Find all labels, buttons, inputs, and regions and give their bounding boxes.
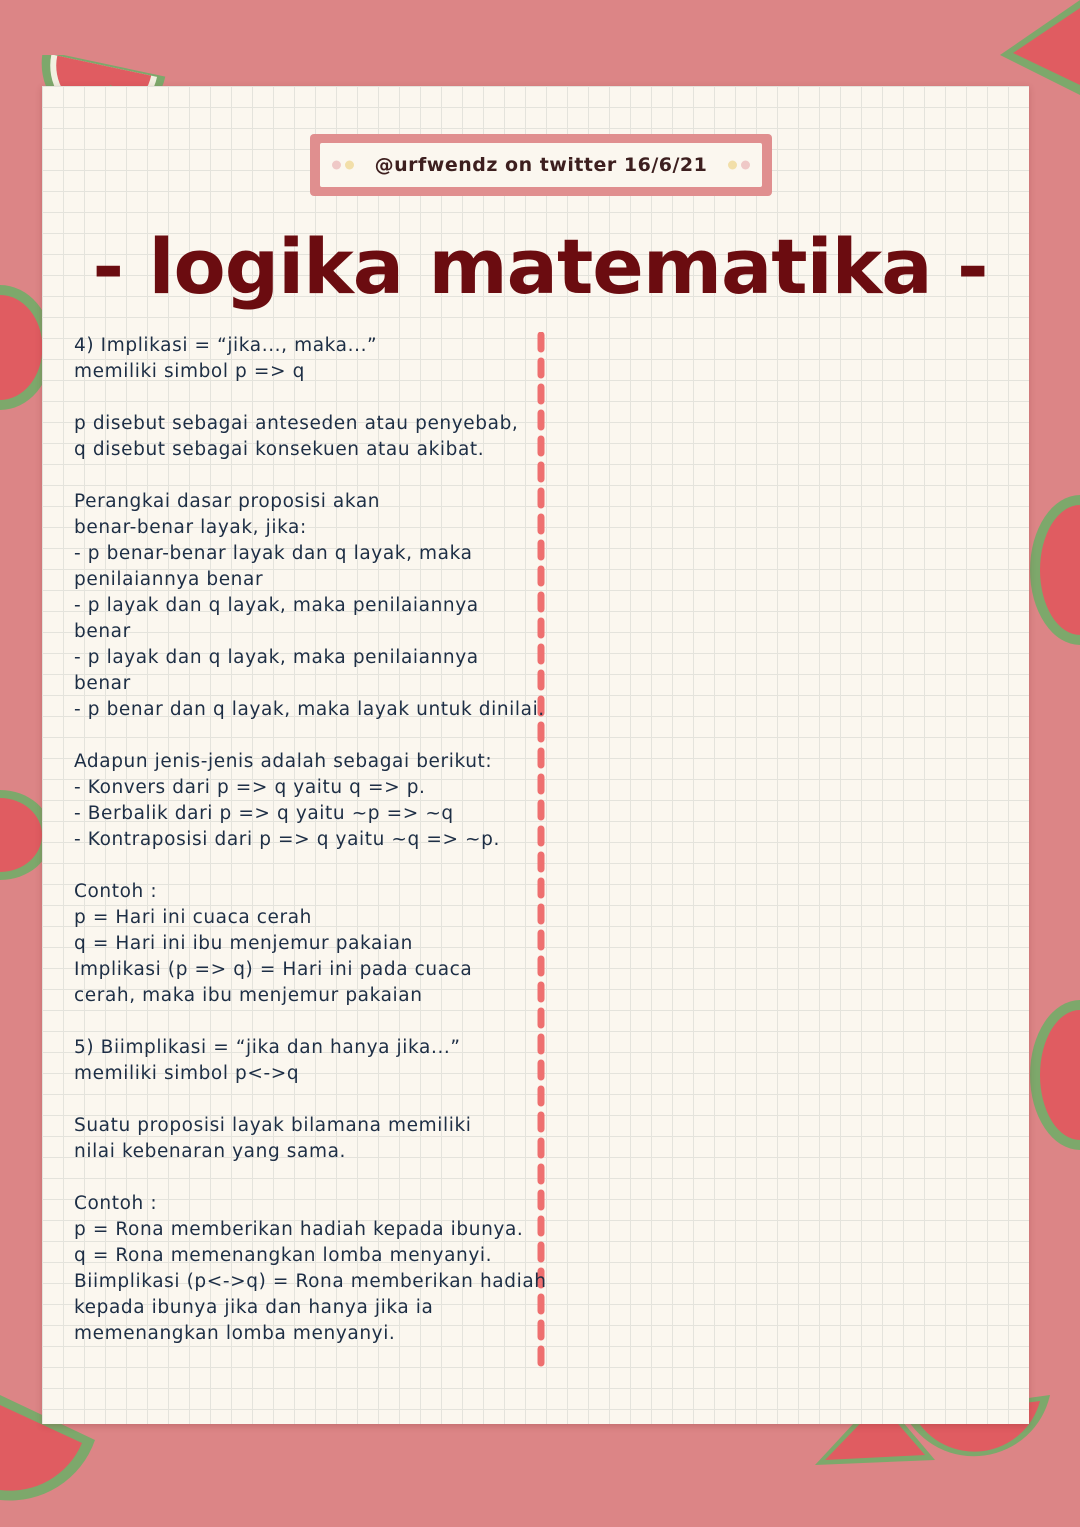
- watermelon-slice-icon: [1030, 1000, 1080, 1150]
- type-item: - Konvers dari p => q yaitu q => p.: [74, 777, 426, 798]
- example-label: Contoh :: [74, 1193, 158, 1214]
- notes-column: [74, 333, 547, 1347]
- header-tag-inner: [320, 143, 762, 187]
- rule-item: - p layak dan q layak, maka penilaiannya: [74, 595, 479, 616]
- rule-item: benar: [74, 621, 131, 642]
- watermelon-slice-icon: [995, 0, 1080, 100]
- example-line: q = Rona memenangkan lomba menyanyi.: [74, 1245, 493, 1266]
- decorative-dots-right: [728, 161, 750, 170]
- consequent-definition: q disebut sebagai konsekuen atau akibat.: [74, 439, 485, 460]
- example-line: Implikasi (p => q) = Hari ini pada cuaca: [74, 959, 473, 980]
- header-tag: [310, 134, 772, 196]
- rule-intro: benar-benar layak, jika:: [74, 517, 307, 538]
- example-line: q = Hari ini ibu menjemur pakaian: [74, 933, 413, 954]
- rule-intro: Perangkai dasar proposisi akan: [74, 491, 381, 512]
- type-item: - Kontraposisi dari p => q yaitu ~q => ~p.: [74, 829, 500, 850]
- biimplikasi-heading: 5) Biimplikasi = “jika dan hanya jika...”: [74, 1037, 461, 1058]
- rule-item: - p benar-benar layak dan q layak, maka: [74, 543, 473, 564]
- implikasi-heading: 4) Implikasi = “jika..., maka...”: [74, 335, 378, 356]
- decorative-dots-left: [332, 161, 354, 170]
- handle-date-label: @urfwendz on twitter 16/6/21: [374, 154, 708, 176]
- rule-item: penilaiannya benar: [74, 569, 264, 590]
- type-item: - Berbalik dari p => q yaitu ~p => ~q: [74, 803, 454, 824]
- watermelon-slice-icon: [1030, 495, 1080, 645]
- biimplikasi-description: nilai kebenaran yang sama.: [74, 1141, 346, 1162]
- example-label: Contoh :: [74, 881, 158, 902]
- types-intro: Adapun jenis-jenis adalah sebagai berikut:: [74, 751, 493, 772]
- rule-item: - p benar dan q layak, maka layak untuk dinilai.: [74, 699, 545, 720]
- example-line: p = Hari ini cuaca cerah: [74, 907, 313, 928]
- rule-item: - p layak dan q layak, maka penilaiannya: [74, 647, 479, 668]
- rule-item: benar: [74, 673, 131, 694]
- biimplikasi-symbol: memiliki simbol p<->q: [74, 1063, 300, 1084]
- page-title: - logika matematika -: [92, 222, 988, 311]
- example-line: Biimplikasi (p<->q) = Rona memberikan hadiah: [74, 1271, 547, 1292]
- biimplikasi-description: Suatu proposisi layak bilamana memiliki: [74, 1115, 472, 1136]
- example-line: p = Rona memberikan hadiah kepada ibunya.: [74, 1219, 524, 1240]
- example-line: kepada ibunya jika dan hanya jika ia: [74, 1297, 434, 1318]
- antecedent-definition: p disebut sebagai anteseden atau penyebab,: [74, 413, 519, 434]
- implikasi-symbol: memiliki simbol p => q: [74, 361, 305, 382]
- example-line: cerah, maka ibu menjemur pakaian: [74, 985, 423, 1006]
- example-line: memenangkan lomba menyanyi.: [74, 1323, 396, 1344]
